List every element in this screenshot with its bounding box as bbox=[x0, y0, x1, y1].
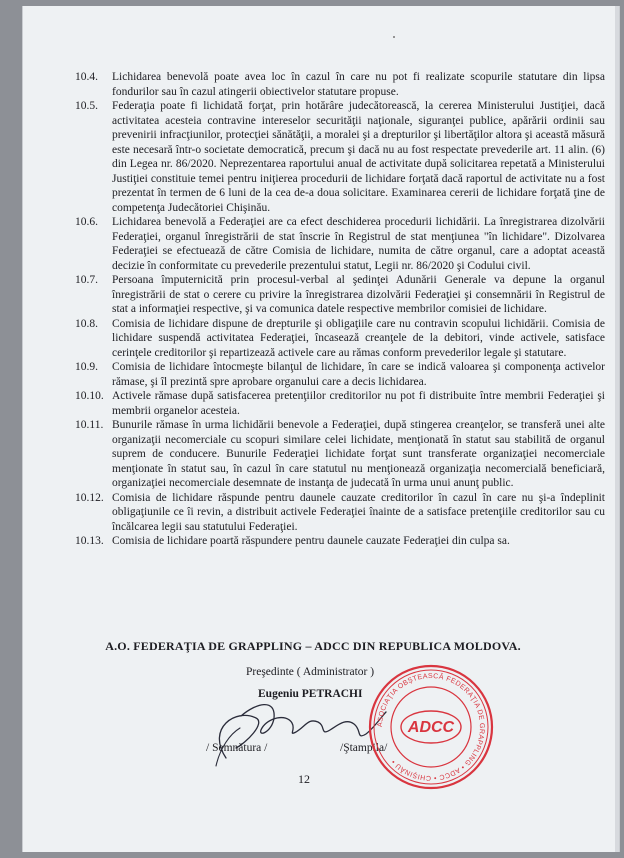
clause bbox=[75, 389, 605, 418]
clause-number: 10.4. bbox=[75, 71, 98, 83]
stamp-ring-text: ASOCIAŢIA OBŞTEASCĂ FEDERAŢIA DE GRAPPLING • ADCC • CHIŞINĂU • bbox=[376, 672, 486, 782]
clause-number: 10.8. bbox=[75, 317, 98, 330]
organization-heading: A.O. FEDERAŢIA DE GRAPPLING – ADCC DIN REPUBLICA MOLDOVA. bbox=[105, 639, 521, 653]
clause-number: 10.12. bbox=[75, 491, 104, 504]
clause-text: Activele rămase după satisfacerea pretenţiilor creditorilor nu pot fi distribuite între membrii Federaţiei şi membrii organelor acesteia. bbox=[112, 390, 605, 417]
clause bbox=[75, 215, 605, 273]
clause bbox=[75, 317, 605, 361]
clause-text: Comisia de lichidare poartă răspundere pentru daunele cauzate Federaţiei din culpa sa. bbox=[112, 535, 510, 547]
scan-speck bbox=[393, 36, 395, 38]
clause bbox=[75, 534, 605, 549]
stamp-label: /Ştampila/ bbox=[340, 742, 388, 754]
clause bbox=[75, 360, 605, 389]
clause-text: Lichidarea benevolă poate avea loc în cazul în care nu pot fi realizate scopurile statutare din lipsa fondurilor sau în cazul atingerii obiectivelor statutare propuse. bbox=[112, 71, 605, 98]
clause-text: Lichidarea benevolă a Federaţiei are ca efect deschiderea procedurii lichidării. La înregistrarea dizolvării Federaţiei, organul înregistrării de stat înscrie în Registrul de stat menţiunea "în lichidare". Dizolvarea Federaţiei se efectuează de către Comisia de lichidare, numita de către organul, care a adoptat această decizie în conformitate cu prevederile prezentului statut, Legii nr. 86/2020 şi Codului civil. bbox=[112, 216, 605, 272]
handwritten-signature bbox=[196, 688, 392, 768]
clause-text: Comisia de lichidare întocmeşte bilanţul de lichidare, în care se indică valoarea şi componenţa activelor rămase, şi îl prezintă spre aprobare organului care a decis lichidarea. bbox=[112, 361, 605, 388]
clause-number: 10.6. bbox=[75, 216, 98, 228]
clause-number: 10.11. bbox=[75, 419, 104, 431]
clause bbox=[75, 418, 605, 491]
clause-number: 10.9. bbox=[75, 361, 98, 373]
clause-number: 10.7. bbox=[75, 274, 98, 286]
clause-number: 10.5. bbox=[75, 100, 98, 112]
clause-number: 10.13. bbox=[75, 535, 104, 547]
clause bbox=[75, 70, 605, 99]
clause-number: 10.10. bbox=[75, 390, 104, 402]
stamp-center-text: ADCC bbox=[407, 719, 455, 736]
page-number: 12 bbox=[298, 772, 310, 786]
clause-list bbox=[75, 70, 605, 549]
signatory-name: Eugeniu PETRACHI bbox=[258, 688, 363, 700]
organization-stamp bbox=[367, 663, 495, 791]
clause bbox=[75, 99, 605, 215]
clause-text: Bunurile rămase în urma lichidării benevole a Federaţiei, după stingerea creanţelor, se transferă unei alte organizaţii necomerciale cu scopuri similare celei lichidate, menţionată în statut sau stabilită de organul suprem de conducere. Bunurile Federaţiei lichidate forţat sunt transferate organizaţiei necomerciale menţionate în statut sau, în cazul în care statutul nu menţionează organizaţia necomercială beneficiară, organizaţiei necomerciale desemnate de instanţa de judecată în urma unui anunţ public. bbox=[112, 419, 605, 489]
clause-text: Comisia de lichidare răspunde pentru daunele cauzate creditorilor în cazul în care nu şi-a îndeplinit obligaţiunile ce îi revin, a distribuit activele Federaţiei înainte de a satisface pretenţiile creditorilor sau cu încălcarea legii sau statutului Federaţiei. bbox=[112, 491, 605, 533]
signature-label: / Semnătura / bbox=[206, 742, 268, 754]
clause-text: Federaţia poate fi lichidată forţat, prin hotărâre judecătorească, la cererea Ministerului Justiţiei, dacă activitatea acesteia contravine intereselor securităţii naţionale, siguranţei publice, apărării ordinii sau prevenirii infracţiunilor, protecţiei sănătăţii, a moralei şi a drepturilor şi libertăţilor altora şi această măsură este necesară într-o societate democratică, precum şi dacă nu au fost respectate prevederile art. 11 alin. (6) din Legea nr. 86/2020. Neprezentarea raportului anual de activitate după solicitarea repetată a Ministerului Justiţiei constituie temei pentru iniţierea procedurii de lichidare forţată dacă raportul de activitate nu a fost prezentat în termen de 6 luni de la cea de-a doua solicitare. Examinarea cererii de lichidare forţată ţine de competenţa Judecătoriei Chişinău. bbox=[112, 100, 605, 214]
clause-text: Persoana împuternicită prin procesul-verbal al şedinţei Adunării Generale va depune la organul înregistrării de stat o cerere cu privire la înregistrarea dizolvării Federaţiei şi consemnării în Registrul de stat a informaţiei respective, şi va comunica datele respective membrilor comisiei de lichidare. bbox=[112, 274, 605, 315]
page-edge bbox=[615, 6, 619, 852]
clause bbox=[75, 491, 605, 535]
clause-text: Comisia de lichidare dispune de drepturile şi obligaţiile care nu contravin scopului lichidării. Comisia de lichidare suspendă activitatea Federaţiei, încasează creanţele de la debitori, vinde activele, satisface cerinţele creditorilor şi repartizează activele care au rămas conform prevederilor legale şi statutare. bbox=[112, 317, 605, 359]
clause bbox=[75, 273, 605, 317]
signatory-role: Preşedinte ( Administrator ) bbox=[246, 666, 375, 678]
